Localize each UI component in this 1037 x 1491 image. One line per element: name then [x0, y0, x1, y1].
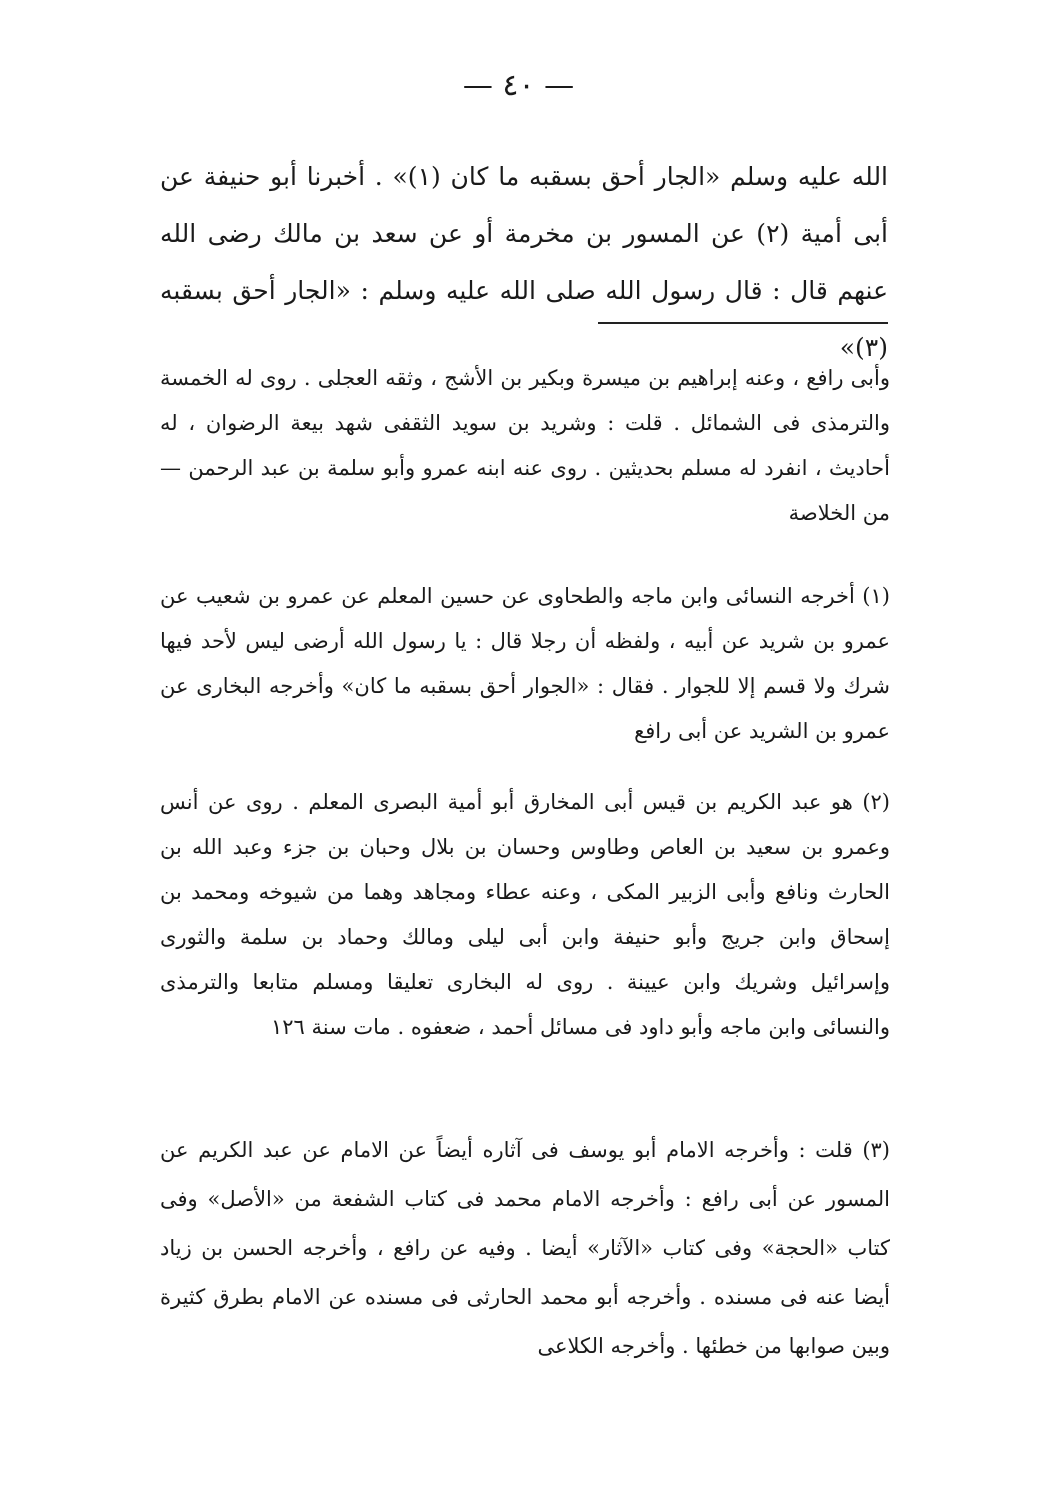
- footnote-3: [160, 1126, 890, 1371]
- footnote-separator: [598, 322, 888, 324]
- footnote-1: [160, 574, 890, 754]
- footnote-text: (٣) قلت : وأخرجه الامام أبو يوسف فى آثاره أيضاً عن الامام عن عبد الكريم عن المسور عن أبى رافع : وأخرجه الامام محمد فى كتاب الشفعة من «الأصل» وفى كتاب «الحجة» وفى كتاب «الآثار» أيضا . وفيه عن رافع ، وأخرجه الحسن بن زياد أيضا عنه فى مسنده . وأخرجه أبو محمد الحارثى فى مسنده عن الامام بطرق كثيرة وبين صوابها من خطئها . وأخرجه الكلاعى: [160, 1138, 890, 1358]
- main-text-block: [160, 148, 888, 376]
- main-paragraph: الله عليه وسلم «الجار أحق بسقبه ما كان (١)» . أخبرنا أبو حنيفة عن أبى أمية (٢) عن المسور بن مخرمة أو عن سعد بن مالك رضى الله عنهم قال : قال رسول الله صلى الله عليه وسلم : «الجار أحق بسقبه (٣)»: [160, 162, 889, 362]
- page-number: — ٤٠ —: [462, 68, 575, 103]
- footnote-text: وأبى رافع ، وعنه إبراهيم بن ميسرة وبكير بن الأشج ، وثقه العجلى . روى له الخمسة والترمذى فى الشمائل . قلت : وشريد بن سويد الثقفى شهد بيعة الرضوان ، له أحاديث ، انفرد له مسلم بحديثين . روى عنه ابنه عمرو وأبو سلمة بن عبد الرحمن — من الخلاصة: [160, 366, 890, 525]
- footnote-text: (١) أخرجه النسائى وابن ماجه والطحاوى عن حسين المعلم عن عمرو بن شعيب عن عمرو بن شريد عن أبيه ، ولفظه أن رجلا قال : يا رسول الله أرضى ليس لأحد فيها شرك ولا قسم إلا للجوار . فقال : «الجوار أحق بسقبه ما كان» وأخرجه البخارى عن عمرو بن الشريد عن أبى رافع: [160, 584, 890, 743]
- footnote-continuation: [160, 356, 890, 536]
- footnote-2: [160, 780, 890, 1050]
- footnote-text: (٢) هو عبد الكريم بن قيس أبى المخارق أبو أمية البصرى المعلم . روى عن أنس وعمرو بن سعيد بن العاص وطاوس وحسان بن بلال وحبان بن جزء وعبد الله بن الحارث ونافع وأبى الزبير المكى ، وعنه عطاء ومجاهد وهما من شيوخه ومحمد بن إسحاق وابن جريج وأبو حنيفة وابن أبى ليلى ومالك وحماد بن سلمة والثورى وإسرائيل وشريك وابن عيينة . روى له البخارى تعليقا ومسلم متابعا والترمذى والنسائى وابن ماجه وأبو داود فى مسائل أحمد ، ضعفوه . مات سنة ١٢٦: [160, 790, 890, 1039]
